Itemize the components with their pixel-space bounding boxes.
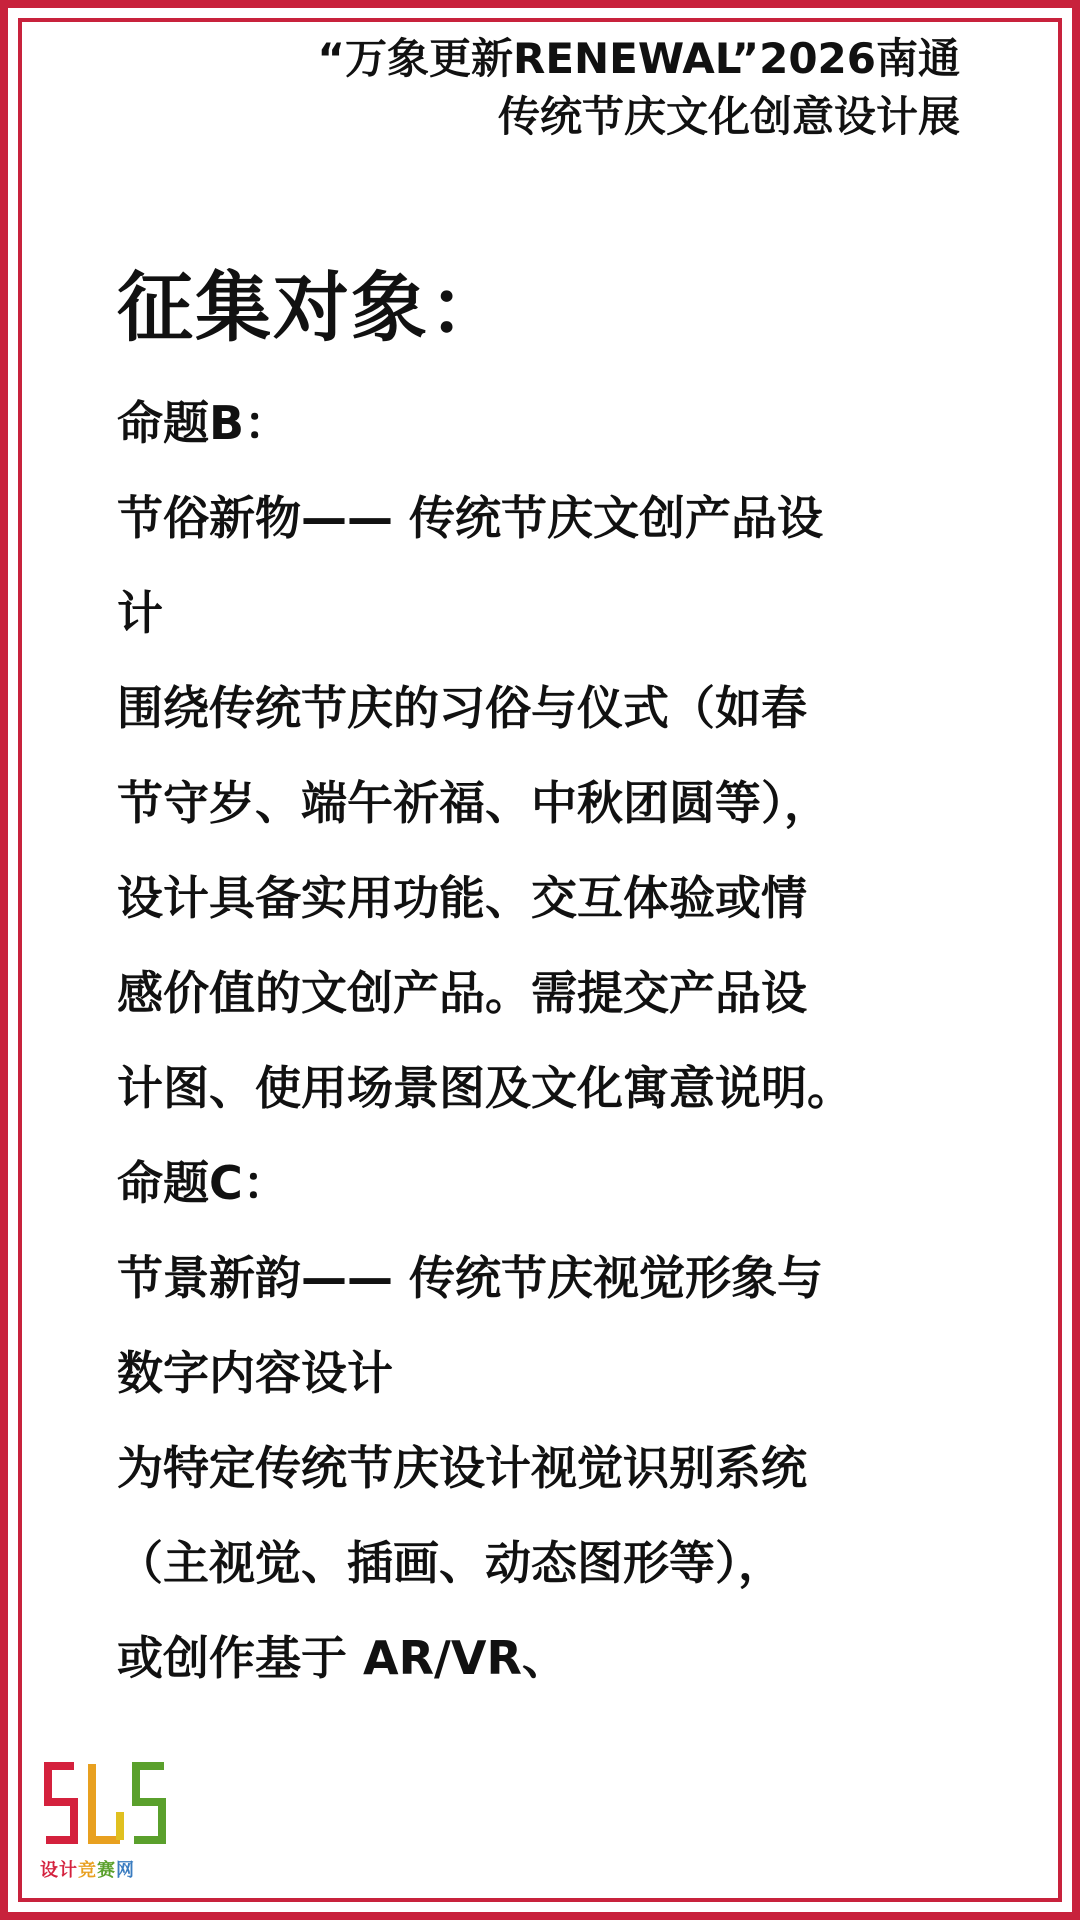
text-line: （主视觉、插画、动态图形等）， [117, 1536, 784, 1590]
text-line: 节俗新物—— 传统节庆文创产品设 [117, 491, 824, 545]
text-line: 命题B： [117, 396, 291, 450]
text-line: 设计具备实用功能、交互体验或情 [117, 871, 807, 925]
logo-caption [40, 1860, 170, 1882]
title-line-2: 传统节庆文化创意设计展 [497, 92, 960, 141]
page-title [140, 30, 960, 146]
text-line: 节景新韵—— 传统节庆视觉形象与 [117, 1251, 824, 1305]
logo-caption-char: 竞 [78, 1860, 97, 1881]
text-line: 为特定传统节庆设计视觉识别系统 [117, 1441, 807, 1495]
text-line: 数字内容设计 [117, 1346, 393, 1400]
main-content [117, 260, 957, 1706]
title-line-1: “万象更新RENEWAL”2026南通 [317, 34, 960, 83]
logo-caption-char: 设 [40, 1860, 59, 1881]
sjs-logo-icon [40, 1752, 170, 1857]
logo-caption-char: 计 [59, 1860, 78, 1881]
text-line: 计图、使用场景图及文化寓意说明。 [117, 1061, 853, 1115]
text-line: 或创作基于 AR/VR、 [117, 1631, 568, 1685]
text-line: 节守岁、端午祈福、中秋团圆等）， [117, 776, 830, 830]
sjs-logo [40, 1752, 170, 1888]
logo-caption-char: 赛 [97, 1860, 116, 1881]
text-line: 命题C： [117, 1156, 289, 1210]
text-line: 感价值的文创产品。需提交产品设 [117, 966, 807, 1020]
logo-caption-char: 网 [116, 1860, 135, 1881]
text-line: 围绕传统节庆的习俗与仪式（如春 [117, 681, 807, 735]
section-heading: 征集对象： [117, 263, 507, 352]
text-line: 计 [117, 586, 163, 640]
